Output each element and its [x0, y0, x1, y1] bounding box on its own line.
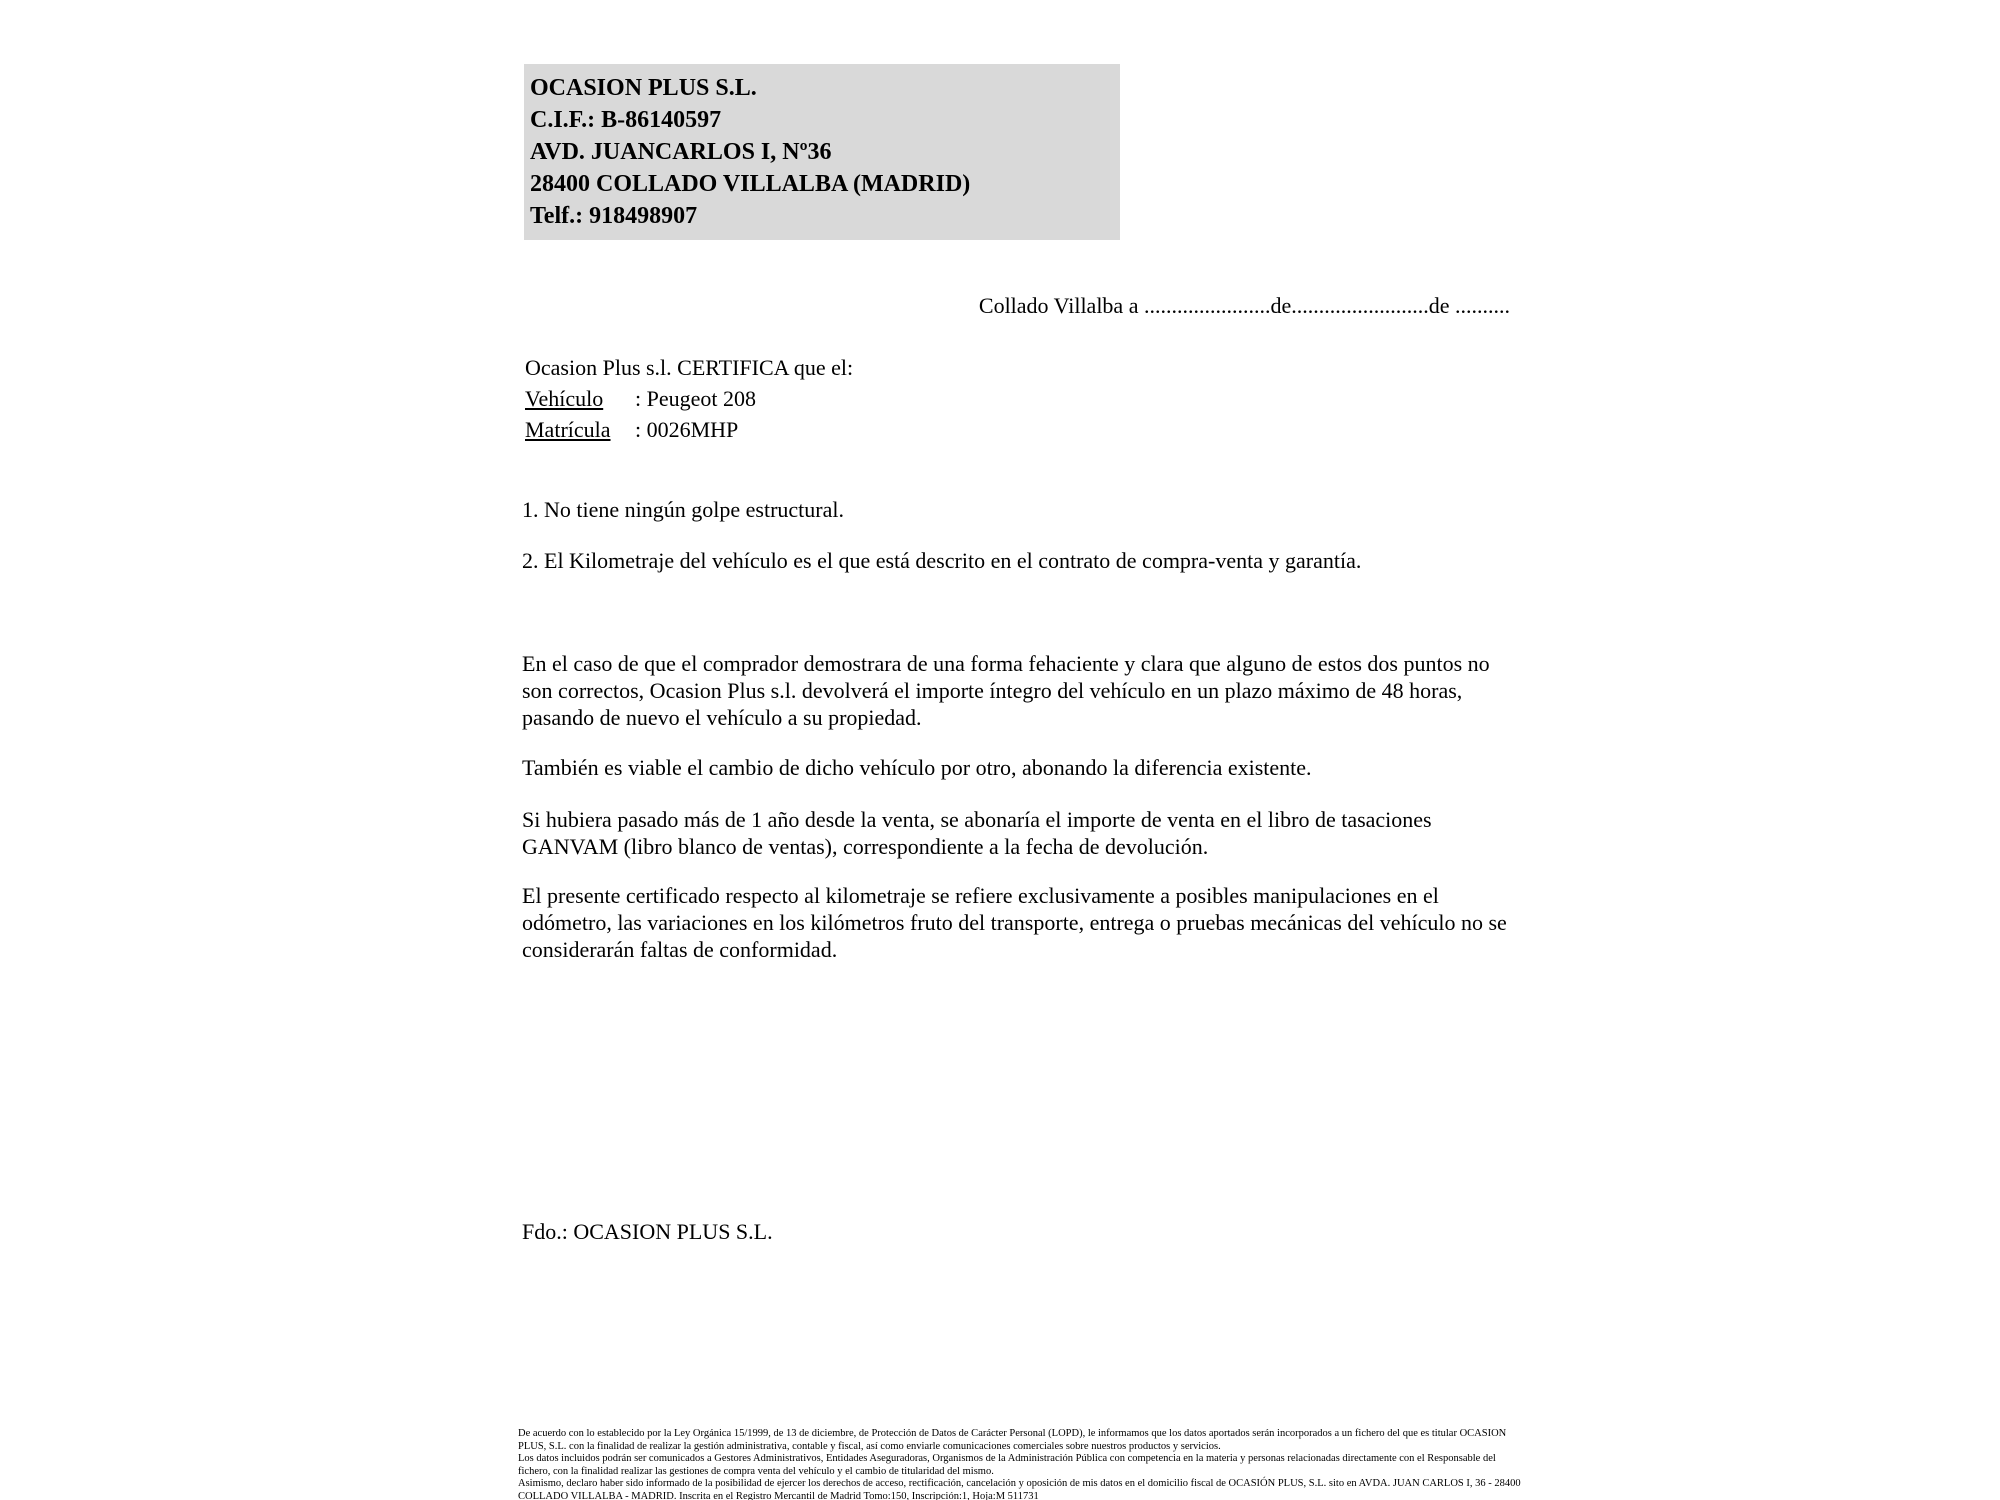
company-header-block — [524, 64, 1120, 240]
paragraph-exchange: También es viable el cambio de dicho vehículo por otro, abonando la diferencia existente. — [522, 755, 1312, 780]
plate-label: Matrícula — [525, 417, 611, 442]
vehicle-line — [525, 383, 853, 414]
legal-paragraph-rights: Asimismo, declaro haber sido informado de la posibilidad de ejercer los derechos de acceso, rectificación, cancelación y oposición de mis datos en el domicilio fiscal de OCASIÓN PLUS, S.L. sito en AVDA. JUAN CARLOS I, 36 - 28400 COLLADO VILLALBA - MADRID. Inscrita en el Registro Mercantil de Madrid Tomo:150, Inscripción:1, Hoja:M 511731 — [518, 1478, 1521, 1500]
paragraph-odometer: El presente certificado respecto al kilometraje se refiere exclusivamente a posibles manipulaciones en el odómetro, las variaciones en los kilómetros fruto del transporte, entrega o pruebas mecánicas del vehículo no se considerarán faltas de conformidad. — [522, 883, 1507, 962]
date-line: Collado Villalba a .......................de.........................de .......... — [978, 293, 1510, 318]
company-cif: C.I.F.: B-86140597 — [530, 107, 722, 133]
vehicle-value: : Peugeot 208 — [635, 386, 756, 411]
plate-line — [525, 414, 853, 445]
clause-2: 2. El Kilometraje del vehículo es el que está descrito en el contrato de compra-venta y garantía. — [522, 548, 1362, 573]
signature-line: Fdo.: OCASION PLUS S.L. — [522, 1219, 773, 1244]
certification-block — [525, 352, 853, 445]
legal-paragraph-lopd: De acuerdo con lo establecido por la Ley Orgánica 15/1999, de 13 de diciembre, de Protección de Datos de Carácter Personal (LOPD), le informamos que los datos aportados serán incorporados a un fichero del que es titular OCASION PLUS, S.L. con la finalidad de realizar la gestión administrativa, contable y fiscal, así como enviarle comunicaciones comerciales sobre nuestros productos y servicios. — [518, 1428, 1507, 1452]
plate-value: : 0026MHP — [635, 417, 739, 442]
clause-1: 1. No tiene ningún golpe estructural. — [522, 497, 844, 522]
company-phone: Telf.: 918498907 — [530, 203, 698, 229]
certify-intro: Ocasion Plus s.l. CERTIFICA que el: — [525, 355, 854, 380]
legal-paragraph-data-sharing: Los datos incluidos podrán ser comunicados a Gestores Administrativos, Entidades Aseguradoras, Organismos de la Administración Pública con competencia en la materia y personas relacionadas directamente con el Responsable del fichero, con la finalidad realizar las gestiones de compra venta del vehículo y el cambio de titularidad del mismo. — [518, 1453, 1496, 1477]
company-name: OCASION PLUS S.L. — [530, 75, 757, 101]
vehicle-label: Vehículo — [525, 386, 604, 411]
company-address: AVD. JUANCARLOS I, Nº36 — [530, 139, 832, 165]
company-city: 28400 COLLADO VILLALBA (MADRID) — [530, 171, 971, 197]
paragraph-refund: En el caso de que el comprador demostrara de una forma fehaciente y clara que alguno de estos dos puntos no son correctos, Ocasion Plus s.l. devolverá el importe íntegro del vehículo en un plazo máximo de 48 horas, pasando de nuevo el vehículo a su propiedad. — [522, 651, 1490, 730]
legal-footer — [518, 1428, 1530, 1500]
paragraph-ganvam: Si hubiera pasado más de 1 año desde la venta, se abonaría el importe de venta en el libro de tasaciones GANVAM (libro blanco de ventas), correspondiente a la fecha de devolución. — [522, 807, 1432, 859]
